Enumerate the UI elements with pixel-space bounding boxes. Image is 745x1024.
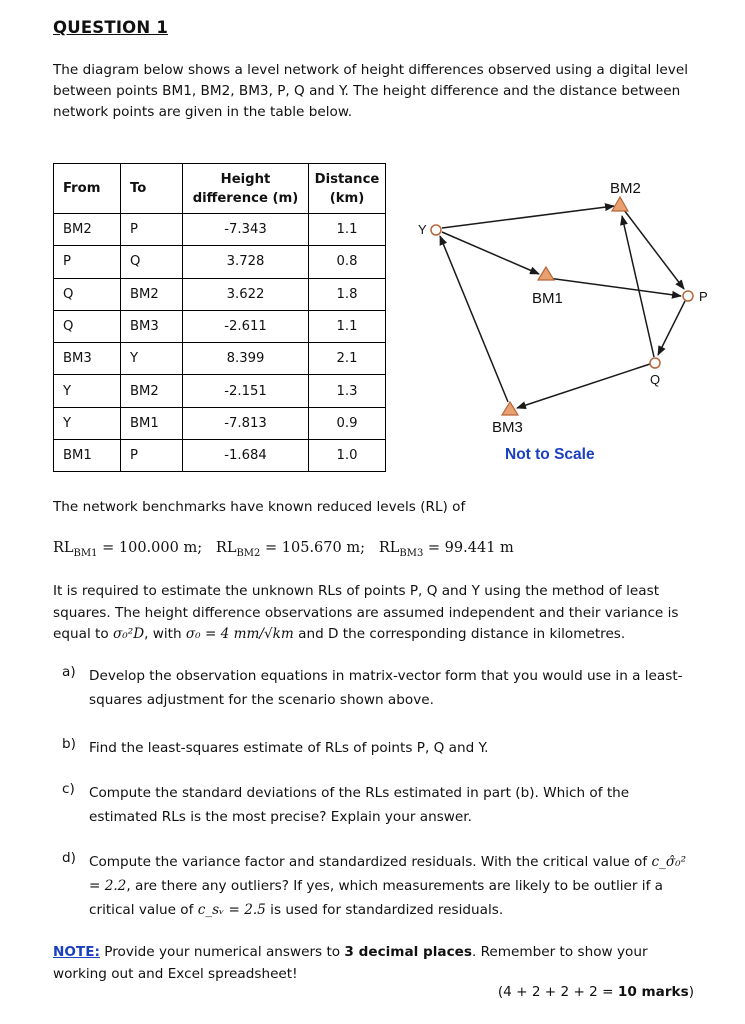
cell-distance: 1.0 — [309, 440, 386, 472]
question-c-label: c) — [62, 781, 75, 797]
bm1-marker-icon — [538, 267, 554, 280]
question-a-label: a) — [62, 664, 76, 680]
level-network-diagram — [400, 170, 730, 490]
bm2-marker-icon — [612, 197, 628, 211]
question-d-label: d) — [62, 850, 76, 866]
edge-q-bm3 — [517, 364, 650, 408]
intro-paragraph: The diagram below shows a level network of height differences observed using a digital level between points BM1, BM2, BM3, P, Q and Y. The height difference and the distance between network points are given in the table below. — [53, 62, 688, 120]
edge-y-bm1 — [442, 232, 539, 274]
table-row — [54, 440, 386, 472]
edge-q-bm2 — [622, 216, 654, 357]
rl-bm1: $RL_{BM1} = 100.000$ m; — [53, 540, 203, 559]
cell-height-difference: 3.728 — [183, 246, 309, 278]
cell-height-difference: -2.151 — [183, 375, 309, 407]
cell-distance: 1.1 — [309, 214, 386, 246]
edge-bm1-p — [548, 278, 681, 296]
sigma-zero-formula: σ₀ = 4 mm/√km — [185, 626, 294, 642]
rl-intro: The network benchmarks have known reduced levels (RL) of — [53, 499, 466, 515]
table-row — [54, 407, 386, 439]
cell-height-difference: -7.343 — [183, 214, 309, 246]
table-row — [54, 278, 386, 310]
method-paragraph: It is required to estimate the unknown RLs of points P, Q and Y using the method of least squares. The height difference observations are assumed independent and their variance is equal to σ₀²D, with σ₀ = 4 mm/√km and D the corresponding distance in kilometres. — [53, 583, 679, 642]
cell-from: P — [54, 246, 121, 278]
cell-distance: 1.8 — [309, 278, 386, 310]
rl-values — [53, 540, 514, 559]
question-c-text: Compute the standard deviations of the RLs estimated in part (b). Which of the estimated RLs is the most precise? Explain your answer. — [89, 785, 630, 825]
note-paragraph: NOTE: Provide your numerical answers to 3 decimal places. Remember to show your working out and Excel spreadsheet! — [53, 944, 648, 982]
table-row — [54, 246, 386, 278]
table-header-row — [54, 164, 386, 214]
cell-distance: 0.9 — [309, 407, 386, 439]
rl-bm3: $RL_{BM3} = 99.441$ m — [378, 540, 514, 559]
table-row — [54, 214, 386, 246]
label-q: Q — [650, 372, 661, 387]
question-b-label: b) — [62, 736, 76, 752]
cell-to: Y — [121, 343, 183, 375]
cell-distance: 0.8 — [309, 246, 386, 278]
note-label: NOTE: — [53, 944, 100, 960]
height-difference-table — [53, 163, 386, 472]
cell-from: Q — [54, 310, 121, 342]
cell-to: BM1 — [121, 407, 183, 439]
cell-to: Q — [121, 246, 183, 278]
critical-residual-value: c_sᵥ = 2.5 — [197, 902, 266, 918]
edge-y-bm2 — [442, 206, 614, 228]
header-height-difference: Height difference (m) — [183, 164, 309, 214]
critical-variance-value: c_σ̂₀² = 2.2 — [89, 854, 687, 894]
rl-bm2: $RL_{BM2} = 105.670$ m; — [215, 540, 365, 559]
cell-to: P — [121, 214, 183, 246]
cell-from: Y — [54, 375, 121, 407]
cell-from: Q — [54, 278, 121, 310]
header-distance: Distance (km) — [309, 164, 386, 214]
cell-to: BM2 — [121, 375, 183, 407]
cell-from: BM1 — [54, 440, 121, 472]
cell-height-difference: 8.399 — [183, 343, 309, 375]
header-from: From — [54, 164, 121, 214]
not-to-scale-note: Not to Scale — [505, 446, 595, 463]
question-b-text: Find the least-squares estimate of RLs of points P, Q and Y. — [89, 740, 489, 756]
edge-bm2-p — [624, 210, 684, 289]
cell-from: BM3 — [54, 343, 121, 375]
label-bm1: BM1 — [532, 290, 563, 307]
note-bold: 3 decimal places — [344, 944, 472, 960]
point-p-marker-icon — [683, 291, 693, 301]
label-y: Y — [418, 222, 427, 237]
label-bm3: BM3 — [492, 419, 523, 436]
cell-height-difference: -2.611 — [183, 310, 309, 342]
cell-height-difference: -7.813 — [183, 407, 309, 439]
question-a-text: Develop the observation equations in matrix-vector form that you would use in a least-squares adjustment for the scenario shown above. — [89, 668, 683, 708]
marks-total: (4 + 2 + 2 + 2 = 10 marks) — [497, 984, 694, 1000]
label-bm2: BM2 — [610, 180, 641, 197]
cell-distance: 1.1 — [309, 310, 386, 342]
question-d-text: Compute the variance factor and standardized residuals. With the critical value of c_σ̂₀² = 2.2, are there any outliers? If yes, which measurements are likely to be outlier if a critical value of c_sᵥ = 2.5 is used for standardized residuals. — [89, 854, 687, 918]
cell-from: BM2 — [54, 214, 121, 246]
cell-to: BM3 — [121, 310, 183, 342]
cell-to: P — [121, 440, 183, 472]
cell-distance: 1.3 — [309, 375, 386, 407]
table-row — [54, 375, 386, 407]
point-y-marker-icon — [431, 225, 441, 235]
table-row — [54, 310, 386, 342]
point-q-marker-icon — [650, 358, 660, 368]
edge-p-q — [658, 301, 685, 355]
cell-height-difference: -1.684 — [183, 440, 309, 472]
cell-to: BM2 — [121, 278, 183, 310]
bm3-marker-icon — [502, 402, 518, 415]
cell-from: Y — [54, 407, 121, 439]
cell-distance: 2.1 — [309, 343, 386, 375]
label-p: P — [699, 289, 708, 304]
variance-formula: σ₀²D — [113, 626, 145, 642]
table-row — [54, 343, 386, 375]
edge-bm3-y — [440, 236, 508, 402]
question-heading: QUESTION 1 — [53, 18, 169, 37]
header-to: To — [121, 164, 183, 214]
cell-height-difference: 3.622 — [183, 278, 309, 310]
